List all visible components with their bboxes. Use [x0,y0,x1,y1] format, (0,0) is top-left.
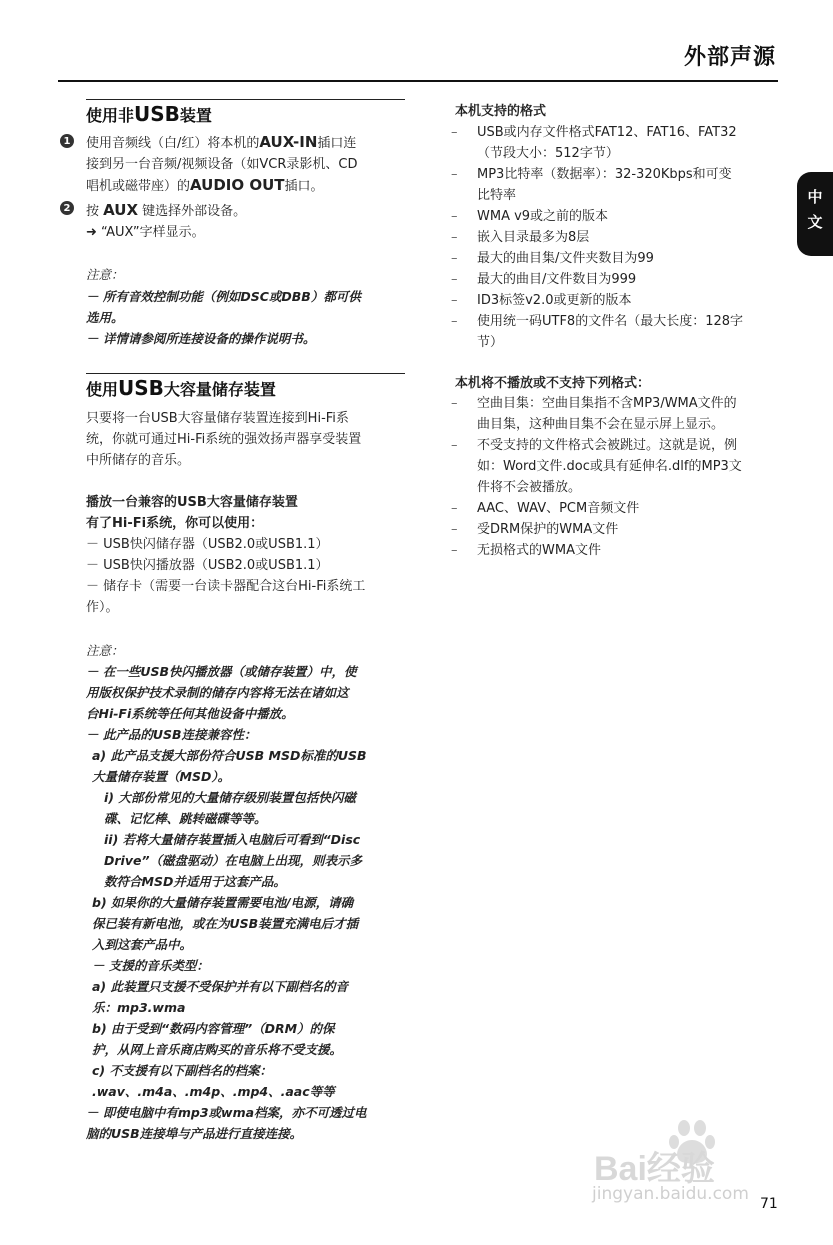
unsupported-item [451,540,781,561]
format-item-text [477,122,781,164]
note-line: － 所有音效控制功能（例如DSC或DBB）都可供 [86,289,361,304]
section2-subheading2: 有了Hi-Fi系统，你可以使用： [86,516,264,531]
dash-bullet: – [451,293,458,308]
format-item-text [477,248,781,269]
format-item-line: 使用统一码UTF8的文件名（最大长度：128字 [477,314,744,329]
note-line: b) 如果你的大量储存装置需要电池/电源，请确 [92,895,354,910]
device-item: 作）。 [86,600,119,615]
note-line: 台Hi-Fi系统等任何其他设备中播放。 [86,706,294,721]
baidu-watermark [592,1118,782,1218]
step-2-text [86,200,406,243]
format-item [451,227,781,248]
step-line [86,200,406,222]
unsupported-item-text [477,435,781,498]
section1-rule [86,99,405,100]
format-item [451,164,781,206]
unsupported-item [451,393,781,435]
note-line: 数符合MSD并适用于这套产品。 [104,874,286,889]
note-line: i) 大部份常见的大量储存级别装置包括快闪磁 [104,790,356,805]
step-1-number: 1 [60,134,74,148]
page-number: 71 [760,1196,778,1212]
watermark-url: jingyan.baidu.com [592,1184,749,1204]
format-item-text [477,311,781,353]
note-line: 用版权保护技术录制的储存内容将无法在诸如这 [86,685,349,700]
note-line: － 即使电脑中有mp3或wma档案，亦不可透过电 [86,1105,367,1120]
section2-rule [86,373,405,374]
note-line: 碟、记忆棒、跳转磁碟等等。 [104,811,267,826]
section2-subheading: 播放一台兼容的USB大容量储存装置 [86,495,298,510]
unsupported-item-line: 空曲目集：空曲目集指不含MP3/WMA文件的 [477,396,737,411]
dash-bullet: – [451,543,458,558]
format-item-text [477,227,781,248]
note-line: a) 此装置只支援不受保护并有以下副档名的音 [92,979,349,994]
step-text-run: 插口。 [284,179,324,194]
section1-note-label: 注意： [86,267,124,282]
unsupported-item-line: AAC、WAV、PCM音频文件 [477,501,640,516]
intro-line: 中所储存的音乐。 [86,453,191,468]
note-line: 脑的USB连接埠与产品进行直接连接。 [86,1126,303,1141]
step-1-text [86,132,406,197]
formats-title: 本机支持的格式 [455,104,547,119]
section1-title-prefix: 使用非 [86,106,135,125]
note-line: － 详情请参阅所连接设备的操作说明书。 [86,331,316,346]
dash-bullet: – [451,125,458,140]
format-item-line: USB或内存文件格式FAT12、FAT16、FAT32 [477,125,737,140]
dash-bullet: – [451,314,458,329]
note-line: .wav、.m4a、.m4p、.mp4、.aac等等 [92,1084,335,1099]
step-line [86,175,406,197]
dash-bullet: – [451,522,458,537]
note-line: － 支援的音乐类型： [92,958,209,973]
device-item: － USB快闪储存器（USB2.0或USB1.1） [86,537,329,552]
step-text-run: 接到另一台音频/视频设备（如VCR录影机、CD [86,157,358,172]
unsupported-item [451,519,781,540]
dash-bullet: – [451,501,458,516]
step-text-run: ➜ “AUX”字样显示。 [86,225,205,240]
format-item-line: MP3比特率（数据率）：32-320Kbps和可变 [477,167,732,182]
step-line [86,154,406,175]
bold-keyword: AUX-IN [259,133,318,151]
format-item-line: 最大的曲目集/文件夹数目为99 [477,251,654,266]
unsupported-item-line: 如：Word文件.doc或具有延伸名.dlf的MP3文 [477,459,742,474]
device-item: － USB快闪播放器（USB2.0或USB1.1） [86,558,329,573]
unsupported-item-text [477,540,781,561]
format-item-line: 比特率 [477,188,517,203]
note-line: 选用。 [86,310,124,325]
step-text-run: 键选择外部设备。 [138,204,247,219]
step-line [86,222,406,243]
section2-title [86,376,276,400]
step-text-run: 按 [86,204,104,219]
dash-bullet: – [451,230,458,245]
dash-bullet: – [451,209,458,224]
note-line: 保已装有新电池，或在为USB装置充满电后才插 [92,916,359,931]
format-item [451,311,781,353]
note-line: Drive”（磁盘驱动）在电脑上出现，则表示多 [104,853,363,868]
format-item-text [477,164,781,206]
section2-notes [86,661,416,1144]
unsupported-title: 本机将不播放或不支持下列格式： [455,376,651,391]
section2-title-suffix: 大容量储存装置 [163,380,276,399]
unsupported-item-line: 受DRM保护的WMA文件 [477,522,619,537]
unsupported-item [451,435,781,498]
note-line: 大量储存装置（MSD）。 [92,769,231,784]
step-text-run: 使用音频线（白/红）将本机的 [86,136,260,151]
device-item: － 储存卡（需要一台读卡器配合这台Hi-Fi系统工 [86,579,366,594]
dash-bullet: – [451,167,458,182]
section1-notes [86,286,416,349]
format-item [451,269,781,290]
baidu-paw-icon [592,1118,782,1184]
unsupported-list [451,393,781,561]
unsupported-item-line: 件将不会被播放。 [477,480,582,495]
language-tab [797,172,833,256]
watermark-brand: Bai经验 [594,1150,715,1184]
dash-bullet: – [451,396,458,411]
section2-intro [86,408,416,471]
note-line: 护，从网上音乐商店购买的音乐将不受支援。 [92,1042,343,1057]
unsupported-item-line: 无损格式的WMA文件 [477,543,601,558]
section1-title-suffix: 装置 [179,106,212,125]
note-line: 乐：mp3.wma [92,1000,186,1015]
note-line: 入到这套产品中。 [92,937,193,952]
format-item [451,248,781,269]
format-item-line: 嵌入目录最多为8层 [477,230,590,245]
note-line: － 此产品的USB连接兼容性： [86,727,257,742]
section2-title-prefix: 使用 [86,380,119,399]
format-item-text [477,206,781,227]
note-line: a) 此产品支援大部份符合USB MSD标准的USB [92,748,367,763]
format-item [451,122,781,164]
section2-title-usb: USB [118,376,164,400]
format-item-line: 最大的曲目/文件数目为999 [477,272,637,287]
header-rule [58,80,778,82]
step-text-run: 唱机或磁带座）的 [86,179,191,194]
section1-title-usb: USB [134,102,180,126]
format-item-line: （节段大小：512字节） [477,146,619,161]
unsupported-item-line: 曲目集，这种曲目集不会在显示屏上显示。 [477,417,725,432]
dash-bullet: – [451,251,458,266]
unsupported-item [451,498,781,519]
intro-line: 统，你就可通过Hi-Fi系统的强效扬声器享受装置 [86,432,362,447]
section2-note-label: 注意： [86,643,124,658]
bold-keyword: AUDIO OUT [190,176,285,194]
language-tab-label: 中文 [805,189,824,239]
note-line: c) 不支援有以下副档名的档案： [92,1063,272,1078]
format-item-line: WMA v9或之前的版本 [477,209,609,224]
formats-list [451,122,781,353]
format-item [451,290,781,311]
note-line: － 在一些USB快闪播放器（或储存装置）中，使 [86,664,357,679]
section1-title [86,102,212,126]
note-line: ii) 若将大量储存装置插入电脑后可看到“Disc [104,832,361,847]
format-item-line: 节） [477,335,504,350]
unsupported-item-text [477,519,781,540]
dash-bullet: – [451,438,458,453]
dash-bullet: – [451,272,458,287]
note-line: b) 由于受到“数码内容管理”（DRM）的保 [92,1021,335,1036]
step-2-number: 2 [60,201,74,215]
unsupported-item-line: 不受支持的文件格式会被跳过。这就是说，例 [477,438,738,453]
format-item-text [477,290,781,311]
unsupported-item-text [477,393,781,435]
device-list [86,534,416,618]
intro-line: 只要将一台USB大容量储存装置连接到Hi-Fi系 [86,411,349,426]
unsupported-item-text [477,498,781,519]
format-item [451,206,781,227]
format-item-line: ID3标签v2.0或更新的版本 [477,293,632,308]
bold-keyword: AUX [103,201,139,219]
step-text-run: 插口连 [317,136,357,151]
step-line [86,132,406,154]
format-item-text [477,269,781,290]
page-title: 外部声源 [683,45,776,70]
